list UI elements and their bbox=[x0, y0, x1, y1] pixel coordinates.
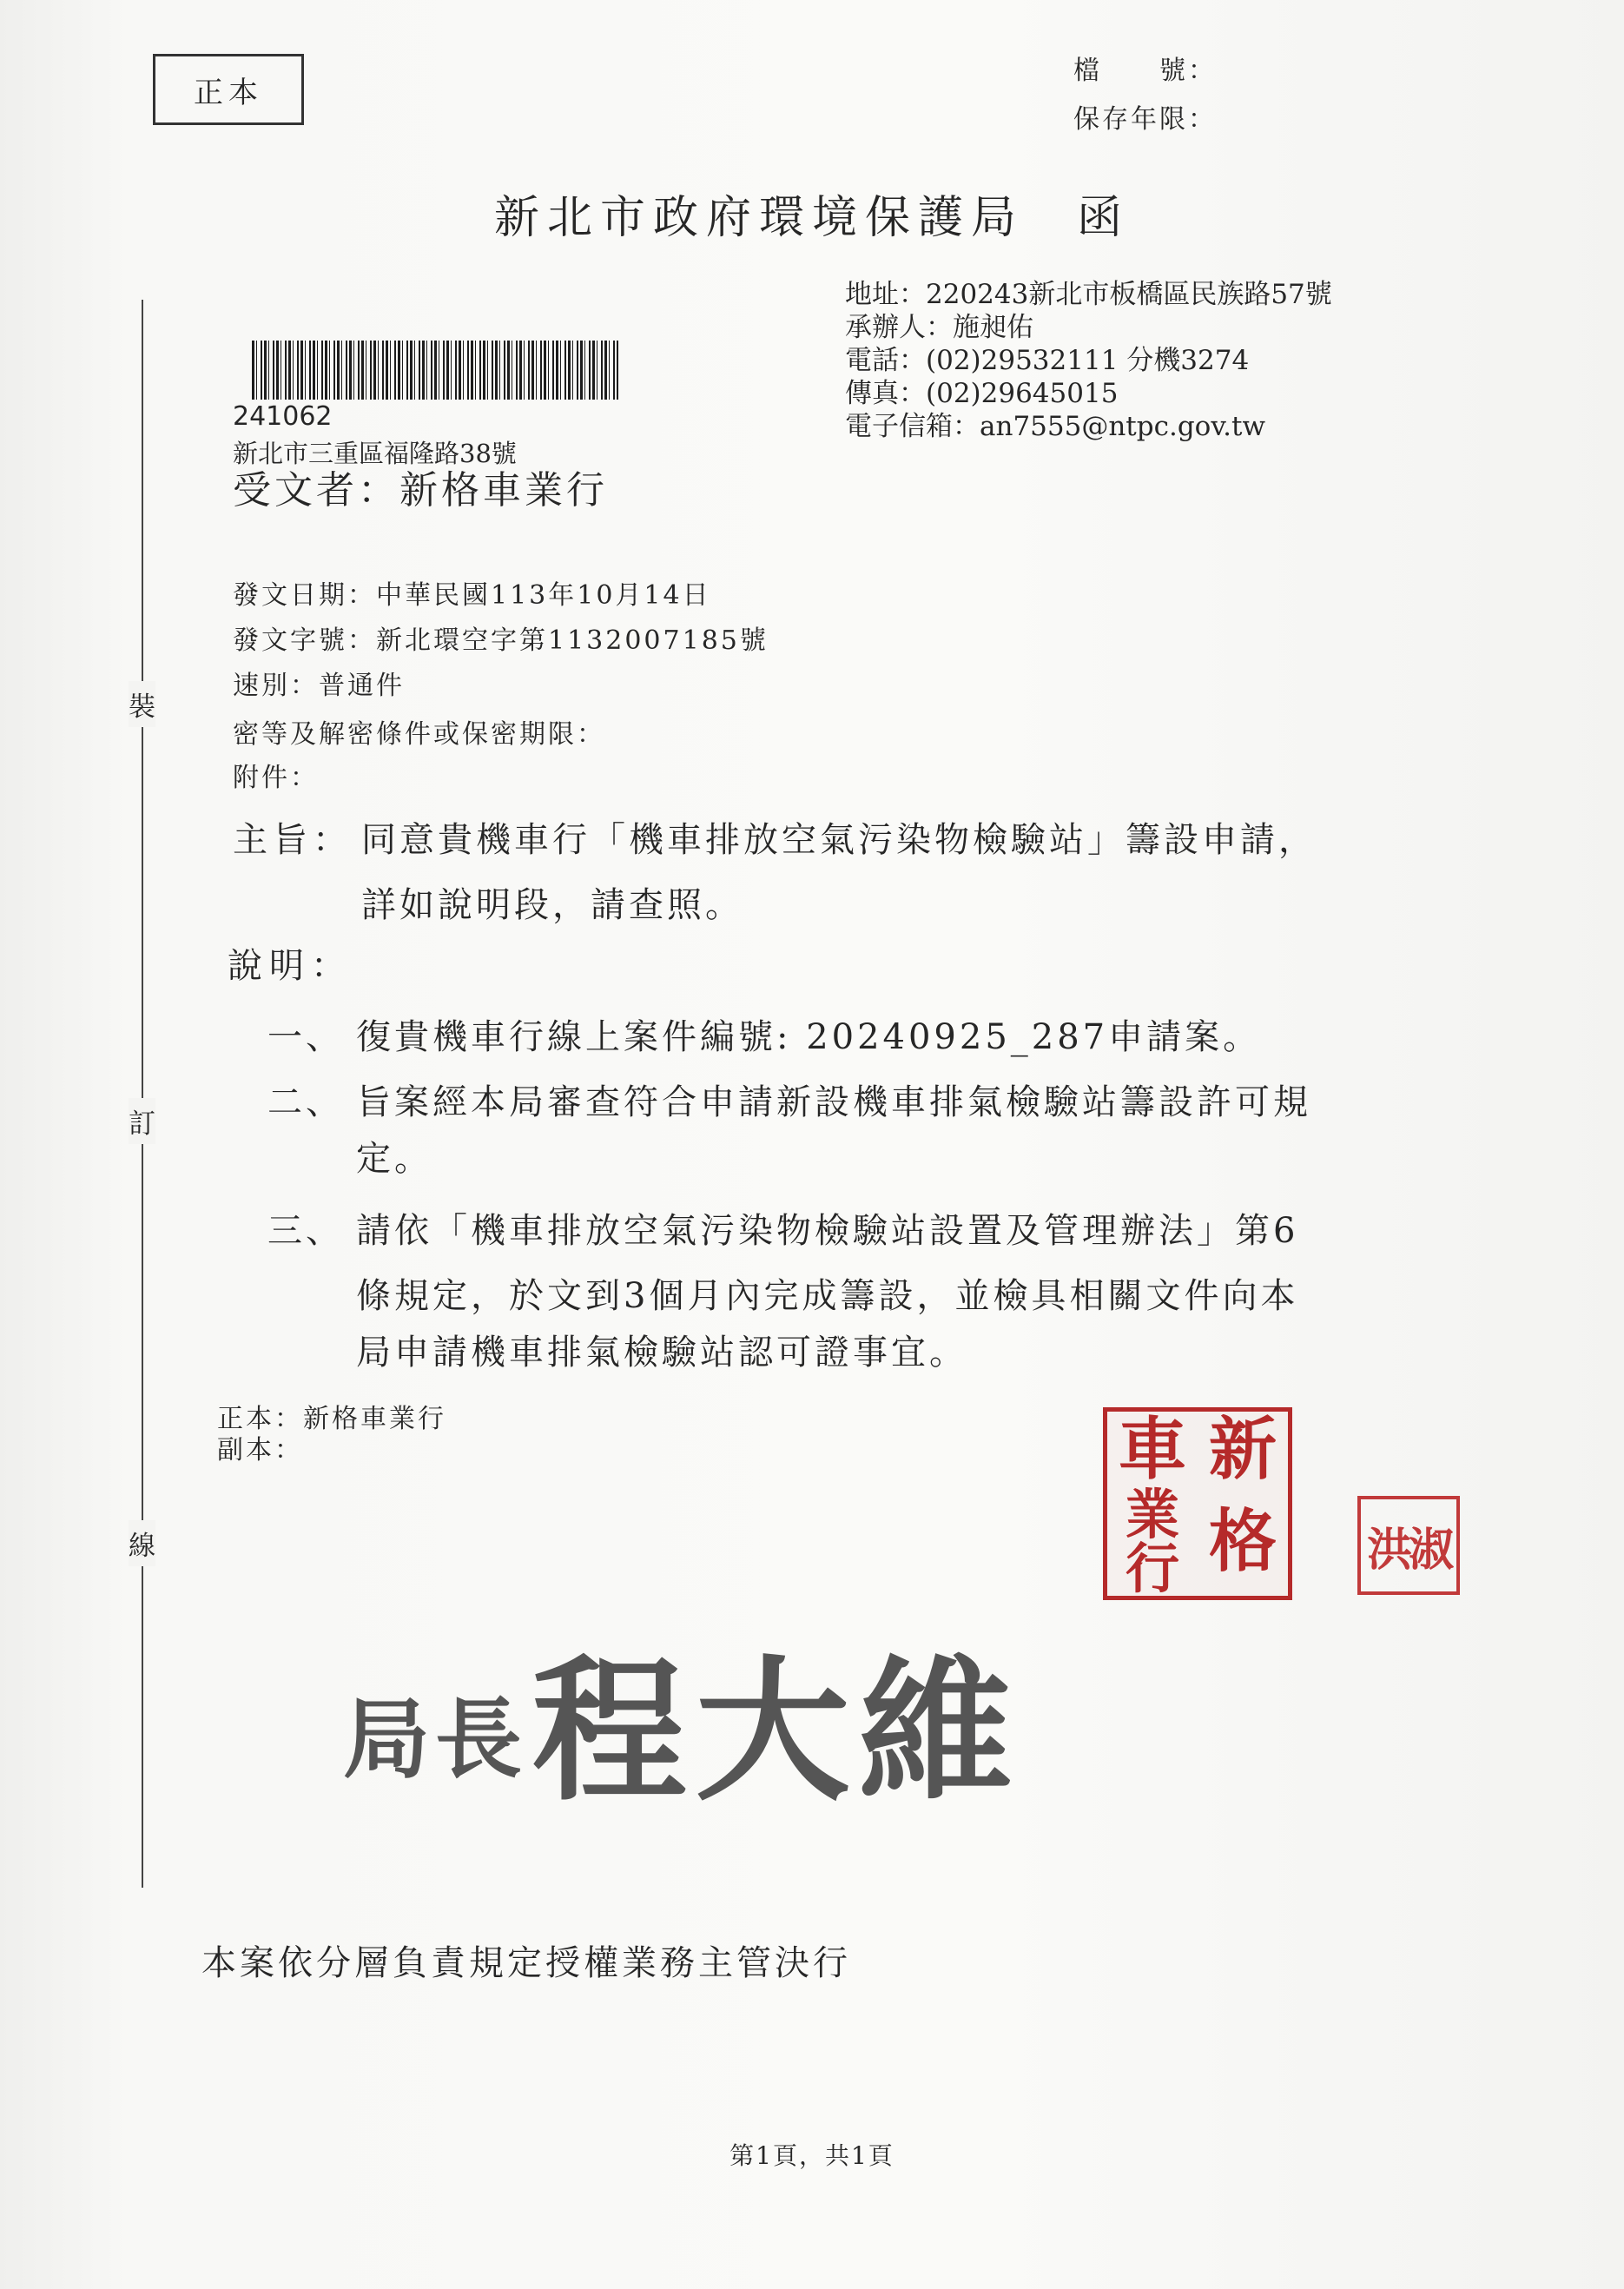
sender-handler: 承辦人：施昶佑 bbox=[845, 312, 1033, 343]
retention-label: 保存年限： bbox=[1073, 104, 1217, 135]
original-recipient: 正本：新格車業行 bbox=[217, 1404, 446, 1434]
company-seal-char: 新 bbox=[1208, 1410, 1277, 1489]
recipient-zip: 241062 bbox=[233, 401, 333, 432]
secrecy-level: 密等及解密條件或保密期限： bbox=[233, 719, 605, 750]
item-2-number: 二、 bbox=[267, 1082, 344, 1122]
sender-address: 地址：220243新北市板橋區民族路57號 bbox=[845, 279, 1332, 310]
attachment: 附件： bbox=[233, 763, 319, 793]
recipient-name: 受文者：新格車業行 bbox=[233, 468, 608, 513]
barcode bbox=[252, 341, 618, 400]
item-2-line-1: 旨案經本局審查符合申請新設機車排氣檢驗站籌設許可規 bbox=[356, 1082, 1311, 1122]
delegation-note: 本案依分層負責規定授權業務主管決行 bbox=[201, 1943, 851, 1983]
personal-seal: 洪淑 bbox=[1357, 1496, 1460, 1595]
file-number-label: 檔 號： bbox=[1073, 56, 1217, 86]
item-1-line-1: 復貴機車行線上案件編號: 20240925_287申請案。 bbox=[356, 1017, 1262, 1057]
copy-recipient: 副本： bbox=[217, 1435, 303, 1465]
subject-line-2: 詳如說明段，請查照。 bbox=[361, 885, 743, 925]
signature-name: 程大維 bbox=[531, 1640, 1022, 1822]
item-3-line-2: 條規定，於文到3個月內完成籌設，並檢具相關文件向本 bbox=[356, 1276, 1299, 1316]
subject-line-1: 同意貴機車行「機車排放空氣污染物檢驗站」籌設申請， bbox=[361, 820, 1317, 860]
sender-fax: 傳真：(02)29645015 bbox=[845, 378, 1119, 409]
item-3-line-1: 請依「機車排放空氣污染物檢驗站設置及管理辦法」第6 bbox=[356, 1211, 1299, 1251]
sender-phone: 電話：(02)29532111 分機3274 bbox=[845, 345, 1250, 376]
page-footer: 第1頁，共1頁 bbox=[729, 2141, 895, 2170]
recipient-address: 新北市三重區福隆路38號 bbox=[233, 439, 517, 468]
company-seal-char bbox=[1107, 1483, 1198, 1600]
document-title: 新北市政府環境保護局 函 bbox=[493, 192, 1130, 244]
item-3-number: 三、 bbox=[267, 1211, 344, 1251]
item-1-number: 一、 bbox=[267, 1017, 344, 1057]
margin-mark-ding: 訂 bbox=[129, 1098, 155, 1144]
company-seal-char: 車 bbox=[1118, 1410, 1186, 1489]
signature-title: 局長 bbox=[343, 1688, 527, 1790]
margin-mark-zhuang: 裝 bbox=[129, 681, 155, 727]
issue-date: 發文日期：中華民國113年10月14日 bbox=[233, 580, 711, 611]
company-seal-char: 格 bbox=[1208, 1502, 1277, 1581]
sender-email: 電子信箱：an7555@ntpc.gov.tw bbox=[845, 411, 1266, 442]
binding-line bbox=[142, 300, 143, 1888]
company-seal-char: 業 bbox=[1125, 1483, 1179, 1546]
document-number: 發文字號：新北環空字第1132007185號 bbox=[233, 625, 769, 656]
company-seal bbox=[1103, 1407, 1292, 1600]
subject-label: 主旨： bbox=[233, 820, 353, 860]
item-2-line-2: 定。 bbox=[356, 1139, 432, 1179]
margin-mark-xian: 線 bbox=[129, 1520, 155, 1566]
copy-type-box: 正本 bbox=[153, 54, 304, 125]
company-seal-char: 行 bbox=[1125, 1537, 1179, 1600]
explanation-label: 說明： bbox=[228, 946, 353, 986]
item-3-line-3: 局申請機車排氣檢驗站認可證事宜。 bbox=[356, 1333, 967, 1373]
speed-class: 速別：普通件 bbox=[233, 671, 405, 701]
director-signature bbox=[343, 1607, 1022, 1829]
